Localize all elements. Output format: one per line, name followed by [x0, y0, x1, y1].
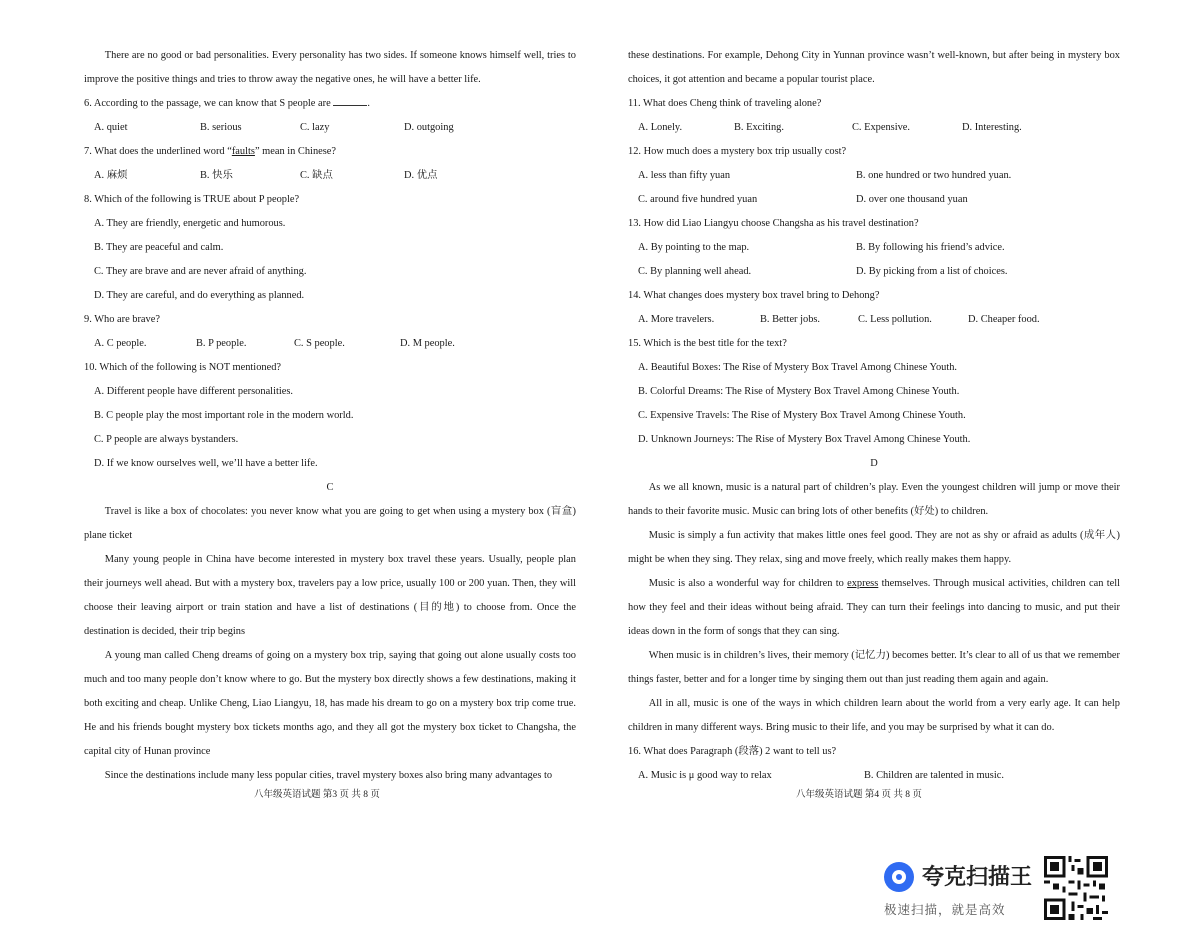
question-12: 12. How much does a mystery box trip usually cost? — [628, 146, 847, 157]
option: C. S people. — [294, 338, 345, 349]
passage-d-paragraph: Music is also a wonderful way for children to express themselves. Through musical activities, children can tell how they feel and their ideas without being afraid. They can turn their feelings into dancing to music, and put their ideas down in the form of songs that they can sing. — [628, 578, 1120, 637]
option: C. Expensive. — [852, 122, 911, 133]
intro-paragraph: There are no good or bad personalities. Every personality has two sides. If someone knows himself well, tries to improve the positive things and tries to throw away the negative ones, he will have a better life. — [84, 50, 576, 85]
option: A. They are friendly, energetic and humorous. — [94, 218, 286, 229]
option: D. Interesting. — [962, 122, 1022, 133]
option: A. 麻烦 — [94, 170, 128, 181]
options-q12-row2 — [628, 188, 1120, 212]
question-6: 6. According to the passage, we can know that S people are . — [84, 92, 576, 116]
question-9: 9. Who are brave? — [84, 314, 160, 325]
option: A. By pointing to the map. — [638, 242, 750, 253]
passage-c-paragraph: Travel is like a box of chocolates: you never know what you are going to get when using a mystery box (盲盒) plane ticket — [84, 506, 576, 541]
passage-d-paragraph: Music is simply a fun activity that makes little ones feel good. They are not as shy or afraid as adults (成年人) might be when they sing. They relax, sing and move freely, which really makes them happy. — [628, 530, 1120, 565]
question-14: 14. What changes does mystery box travel bring to Dehong? — [628, 290, 880, 301]
passage-c-paragraph: Many young people in China have become interested in mystery box travel these years. Usually, people plan their journeys well ahead. But with a mystery box, travelers pay a low price, usually 100 or 200 yuan. Then, they will choose their leaving airport or train station and have a list of destinations (目的地) to choose from. Once the destination is decided, their trip begins — [84, 554, 576, 637]
passage-d-paragraph: All in all, music is one of the ways in which children learn about the world from a very early age. It can help children in many different ways. Bring music to their life, and you may be surprised by what it can do. — [628, 698, 1120, 733]
option: A. More travelers. — [638, 314, 715, 325]
options-q6 — [84, 116, 576, 140]
answer-blank — [333, 95, 367, 106]
option: B. Better jobs. — [760, 314, 821, 325]
question-7: 7. What does the underlined word “faults” mean in Chinese? — [84, 146, 337, 157]
options-q9 — [84, 332, 576, 356]
options-q13-row1 — [628, 236, 1120, 260]
passage-c-paragraph: Since the destinations include many less popular cities, travel mystery boxes also bring many advantages to — [104, 770, 553, 781]
option: C. P people are always bystanders. — [94, 434, 239, 445]
option: A. Lonely. — [638, 122, 683, 133]
option: D. If we know ourselves well, we’ll have a better life. — [94, 458, 318, 469]
watermark-app-name: 夸克扫描王 — [922, 865, 1033, 890]
option: D. 优点 — [404, 170, 438, 181]
option: A. Beautiful Boxes: The Rise of Mystery Box Travel Among Chinese Youth. — [638, 362, 958, 373]
option: B. C people play the most important role in the modern world. — [94, 410, 354, 421]
option: D. Unknown Journeys: The Rise of Mystery Box Travel Among Chinese Youth. — [638, 434, 971, 445]
option: B. serious — [200, 122, 242, 133]
passage-c-continued: these destinations. For example, Dehong City in Yunnan province wasn’t well-known, but after being in mystery box choices, it got attention and became a popular tourist place. — [628, 50, 1120, 85]
option: D. outgoing — [404, 122, 454, 133]
quark-logo-icon — [884, 862, 914, 892]
option: B. Children are talented in music. — [864, 770, 1004, 781]
option: B. 快乐 — [200, 170, 233, 181]
option: A. C people. — [94, 338, 147, 349]
options-q12-row1 — [628, 164, 1120, 188]
option: C. 缺点 — [300, 170, 333, 181]
options-q16 — [628, 764, 1120, 788]
qr-code-icon — [1044, 856, 1108, 920]
option: B. Exciting. — [734, 122, 784, 133]
option: A. Music is μ good way to relax — [638, 770, 772, 781]
underlined-word: express — [847, 578, 879, 589]
option: C. lazy — [300, 122, 330, 133]
options-q11 — [628, 116, 1120, 140]
passage-d-paragraph: When music is in children’s lives, their memory (记忆力) becomes better. It’s clear to all of us that we remember things faster, better and for a longer time by singing them out than just reading them again and again. — [628, 650, 1120, 685]
watermark-tagline: 极速扫描，就是高效 — [884, 902, 1006, 917]
option: C. Expensive Travels: The Rise of Mystery Box Travel Among Chinese Youth. — [638, 410, 966, 421]
option: D. Cheaper food. — [968, 314, 1040, 325]
option: D. over one thousand yuan — [856, 194, 968, 205]
option: C. By planning well ahead. — [638, 266, 752, 277]
underlined-word: faults — [231, 146, 255, 157]
option: B. They are peaceful and calm. — [94, 242, 224, 253]
options-q13-row2 — [628, 260, 1120, 284]
option: A. less than fifty yuan — [638, 170, 731, 181]
option: B. Colorful Dreams: The Rise of Mystery Box Travel Among Chinese Youth. — [638, 386, 960, 397]
option: B. P people. — [196, 338, 247, 349]
right-page — [628, 44, 1120, 788]
option: B. one hundred or two hundred yuan. — [856, 170, 1012, 181]
options-q14 — [628, 308, 1120, 332]
page-footer-right: 八年级英语试题 第4 页 共 8 页 — [796, 790, 922, 800]
section-heading-d: D — [870, 458, 878, 469]
page-footer-left: 八年级英语试题 第3 页 共 8 页 — [254, 790, 380, 800]
option: A. Different people have different personalities. — [94, 386, 293, 397]
question-16: 16. What does Paragraph (段落) 2 want to tell us? — [628, 746, 837, 757]
option: D. They are careful, and do everything as planned. — [94, 290, 305, 301]
passage-c-paragraph: A young man called Cheng dreams of going on a mystery box trip, saying that going out alone usually costs too much and too many people don’t know where to go. But the mystery box directly shows a few destinations, making it both exciting and cheap. Unlike Cheng, Liao Liangyu, 18, has made his dream to go on a mystery box trip come true. He and his friends bought mystery box tickets months ago, and they all got the mystery box ticket to Changsha, the capital city of Hunan province — [84, 650, 576, 757]
question-13: 13. How did Liao Liangyu choose Changsha as his travel destination? — [628, 218, 919, 229]
option: B. By following his friend’s advice. — [856, 242, 1005, 253]
options-q7 — [84, 164, 576, 188]
question-15: 15. Which is the best title for the text? — [628, 338, 787, 349]
question-8: 8. Which of the following is TRUE about P people? — [84, 194, 300, 205]
option: D. M people. — [400, 338, 455, 349]
option: A. quiet — [94, 122, 128, 133]
left-page — [84, 44, 576, 788]
question-10: 10. Which of the following is NOT mentioned? — [84, 362, 282, 373]
passage-d-paragraph: As we all known, music is a natural part of children’s play. Even the youngest children will jump or move their hands to their favorite music. Music can bring lots of other benefits (好处) to children. — [628, 482, 1120, 517]
option: D. By picking from a list of choices. — [856, 266, 1008, 277]
section-heading-c: C — [326, 482, 334, 493]
option: C. Less pollution. — [858, 314, 932, 325]
question-11: 11. What does Cheng think of traveling alone? — [628, 98, 822, 109]
option: C. around five hundred yuan — [638, 194, 758, 205]
option: C. They are brave and are never afraid of anything. — [94, 266, 307, 277]
